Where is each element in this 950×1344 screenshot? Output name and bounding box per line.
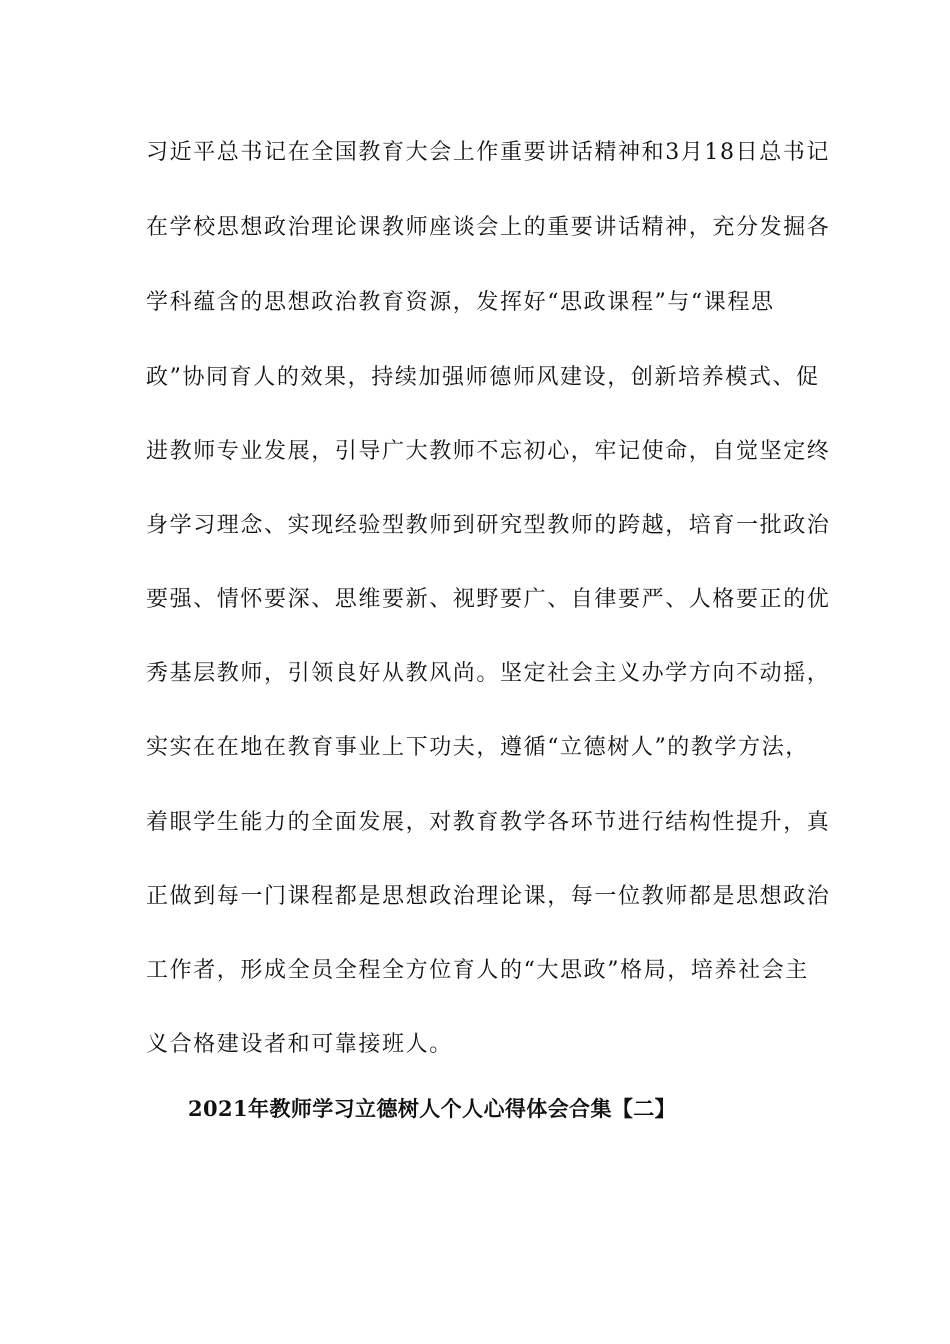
body-text-line: 进教师专业发展，引导广大教师不忘初心，牢记使命，自觉坚定终 — [146, 439, 831, 464]
body-text-line: 要强、情怀要深、思维要新、视野要广、自律要严、人格要正的优 — [146, 587, 831, 612]
body-text-line: 政”协同育人的效果，持续加强师德师风建设，创新培养模式、促 — [146, 365, 820, 390]
body-text-line: 秀基层教师，引领良好从教风尚。坚定社会主义办学方向不动摇， — [146, 661, 831, 686]
body-text-line: 义合格建设者和可靠接班人。 — [146, 1032, 453, 1057]
body-text-line: 学科蕴含的思想政治教育资源，发挥好“思政课程”与“课程思 — [146, 290, 775, 315]
body-text-line: 在学校思想政治理论课教师座谈会上的重要讲话精神，充分发掘各 — [146, 215, 831, 240]
body-text-line: 身学习理念、实现经验型教师到研究型教师的跨越，培育一批政治 — [146, 513, 831, 538]
body-text-line: 实实在在地在教育事业上下功夫，遵循“立德树人”的教学方法， — [146, 735, 809, 760]
section-heading: 2021年教师学习立德树人个人心得体会合集【二】 — [188, 1096, 677, 1121]
body-text-line: 工作者，形成全员全程全方位育人的“大思政”格局，培养社会主 — [146, 958, 809, 983]
body-text-line: 习近平总书记在全国教育大会上作重要讲话精神和3月18日总书记 — [146, 140, 830, 165]
body-text-line: 着眼学生能力的全面发展，对教育教学各环节进行结构性提升，真 — [146, 810, 831, 835]
body-text-line: 正做到每一门课程都是思想政治理论课，每一位教师都是思想政治 — [146, 884, 831, 909]
